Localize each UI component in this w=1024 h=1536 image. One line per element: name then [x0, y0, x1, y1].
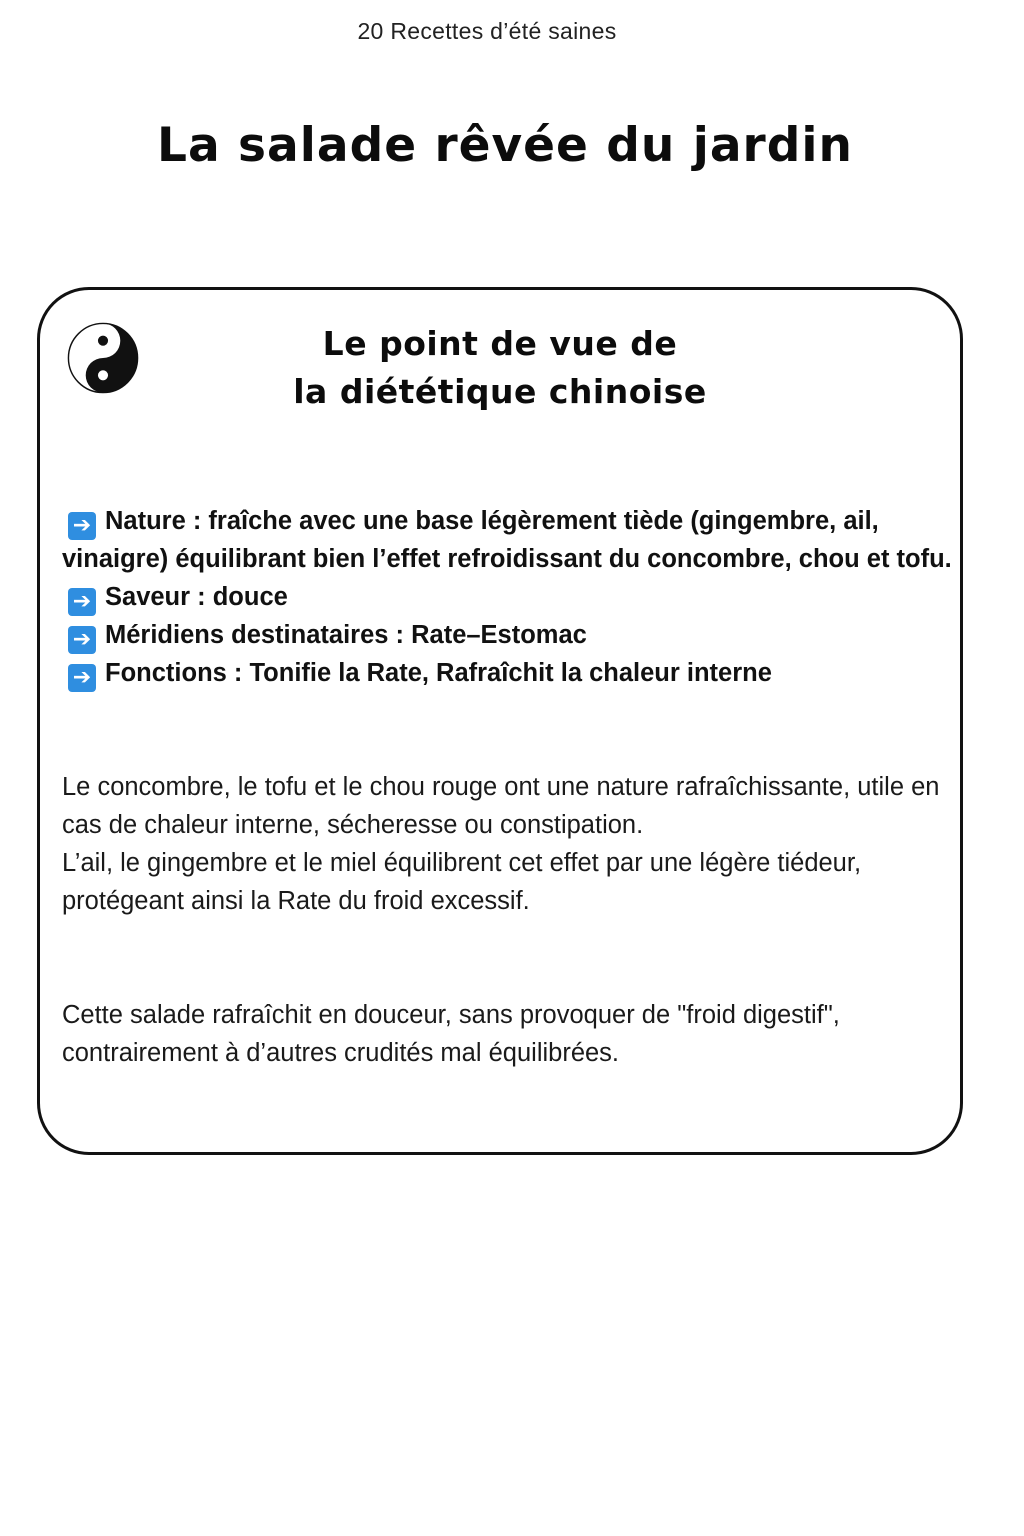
list-item-saveur: [62, 578, 967, 616]
explanation-sentence-1: Le concombre, le tofu et le chou rouge ont une nature rafraîchissante, utile en cas de chaleur interne, sécheresse ou constipation.: [62, 773, 940, 839]
chinese-dietetics-card: [37, 287, 963, 1155]
point-text: Nature : fraîche avec une base légèrement tiède (gingembre, ail, vinaigre) équilibrant bien l’effet refroidissant du concombre, chou et tofu.: [62, 507, 952, 573]
point-text: Fonctions : Tonifie la Rate, Rafraîchit la chaleur interne: [105, 659, 772, 687]
card-title-line-2: la diététique chinoise: [293, 372, 707, 411]
point-text: Méridiens destinataires : Rate–Estomac: [105, 621, 587, 649]
list-item-nature: [62, 502, 967, 578]
explanation-sentence-2: L’ail, le gingembre et le miel équilibrent cet effet par une légère tiédeur, protégeant ainsi la Rate du froid excessif.: [62, 849, 862, 915]
properties-list: [62, 502, 967, 692]
right-arrow-icon: ➔: [68, 626, 96, 654]
page-title: La salade rêvée du jardin: [157, 118, 853, 173]
point-text: Saveur : douce: [105, 583, 288, 611]
explanation-paragraph: [62, 768, 967, 920]
card-title: [40, 320, 960, 416]
right-arrow-icon: ➔: [68, 664, 96, 692]
list-item-meridiens: [62, 616, 967, 654]
conclusion-paragraph: Cette salade rafraîchit en douceur, sans provoquer de "froid digestif", contrairement à d’autres crudités mal équilibrées.: [62, 1001, 840, 1067]
right-arrow-icon: ➔: [68, 512, 96, 540]
list-item-fonctions: [62, 654, 967, 692]
right-arrow-icon: ➔: [68, 588, 96, 616]
book-title: 20 Recettes d’été saines: [357, 18, 617, 44]
card-title-line-1: Le point de vue de: [322, 324, 678, 363]
